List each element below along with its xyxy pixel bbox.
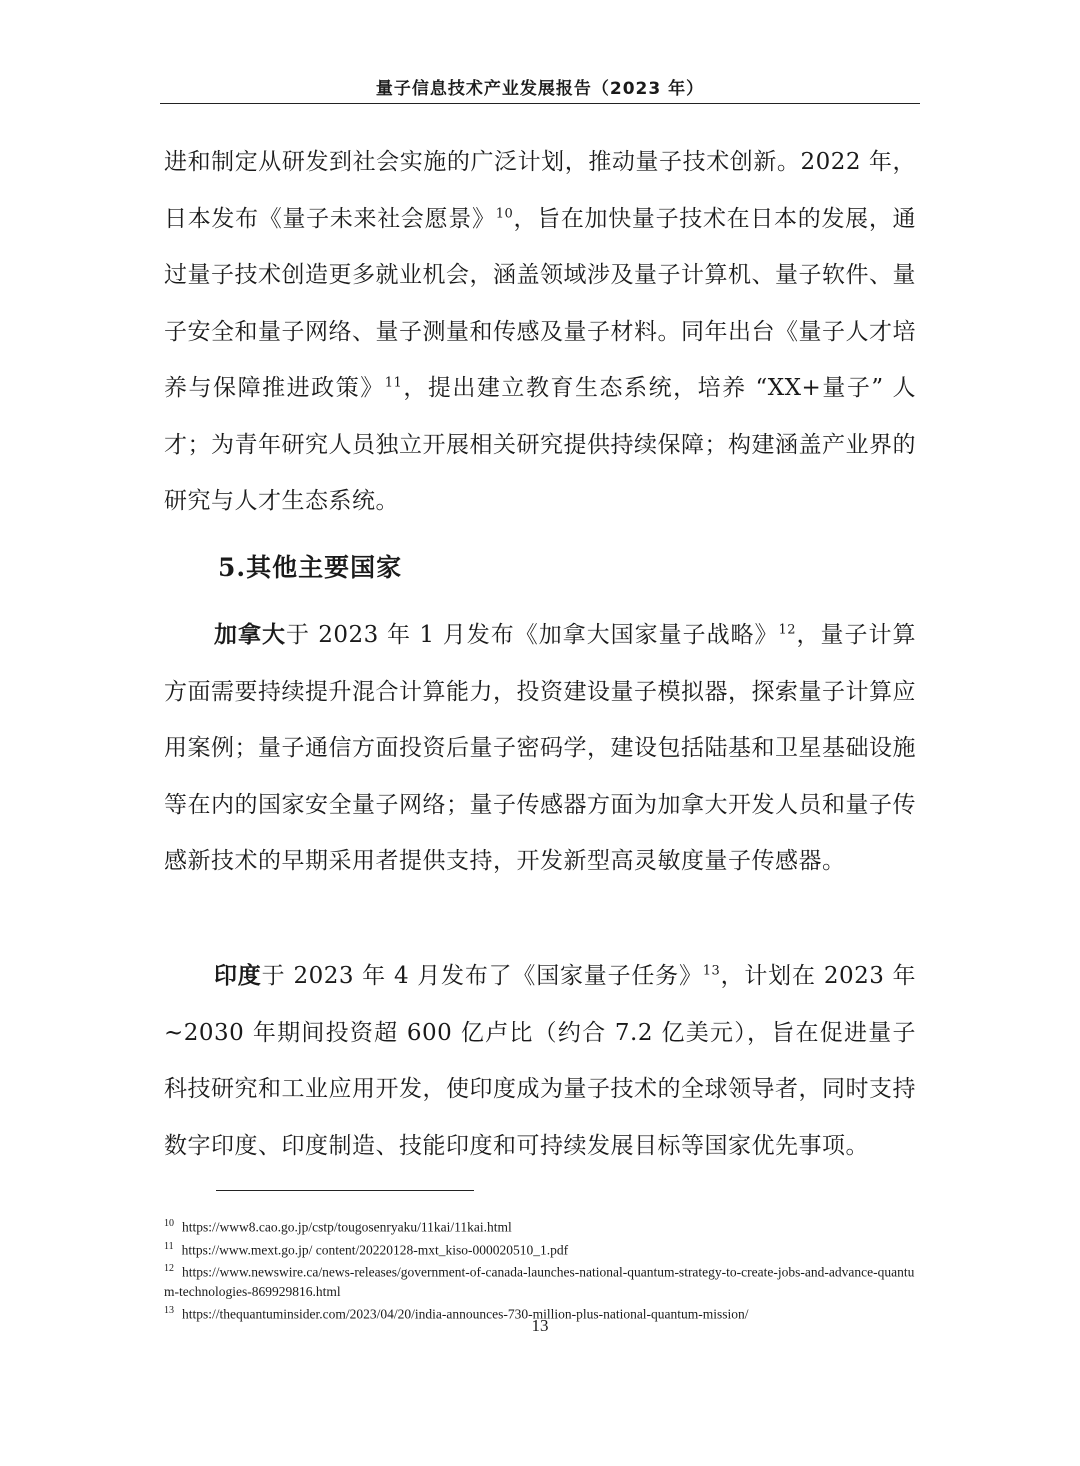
- page-number: 13: [531, 1316, 549, 1335]
- footnote-ref[interactable]: 11: [384, 375, 403, 391]
- footnote-number: 10: [164, 1218, 174, 1229]
- section-heading: 5.其他主要国家: [218, 553, 403, 582]
- footnote-link[interactable]: https://www.mext.go.jp/ content/20220128-mxt_kiso-000020510_1.pdf: [181, 1242, 569, 1257]
- footnote-link[interactable]: https://thequantuminsider.com/2023/04/20/india-announces-730-million-plus-national-quantum-mission/: [182, 1306, 749, 1321]
- footnote-link[interactable]: https://www.newswire.ca/news-releases/government-of-canada-launches-national-quantum-strategy-to-create-jobs-and-advance-quantum-technologies-869929816.html: [164, 1264, 915, 1299]
- country-lead: 印度: [214, 962, 262, 989]
- paragraph-text: ，旨在加快量子技术在日本的发展，通过量子技术创造更多就业机会，涵盖领域涉及量子计算机、量子软件、量子安全和量子网络、量子测量和传感及量子材料。同年出台《量子人才培养与保障推进政策》: [164, 205, 917, 401]
- paragraph-text: 于 2023 年 1 月发布《加拿大国家量子战略》: [285, 622, 779, 648]
- paragraph-text: ，量子计算方面需要持续提升混合计算能力，投资建设量子模拟器，探索量子计算应用案例；量子通信方面投资后量子密码学，建设包括陆基和卫星基础设施等在内的国家安全量子网络；量子传感器方面为加拿大开发人员和量子传感新技术的早期采用者提供支持，开发新型高灵敏度量子传感器。: [164, 622, 916, 874]
- footnote: [164, 1214, 916, 1237]
- paragraph-text: 于 2023 年 4 月发布了《国家量子任务》: [261, 963, 703, 989]
- footnote-link[interactable]: https://www8.cao.go.jp/cstp/tougosenryaku/11kai/11kai.html: [182, 1219, 512, 1235]
- paragraph-canada: [164, 607, 916, 890]
- footnote: [164, 1237, 916, 1260]
- footnote: [164, 1259, 916, 1301]
- paragraph-india: [164, 948, 916, 1174]
- footnote-ref[interactable]: 13: [702, 963, 721, 979]
- footnote-number: 11: [164, 1240, 174, 1252]
- footnote-rule: [216, 1190, 474, 1191]
- header-rule: [160, 103, 920, 104]
- footnote-ref[interactable]: 12: [778, 622, 797, 638]
- paragraph-text: 进和制定从研发到社会实施的广泛计划，推动量子技术创新。2022 年，日本发布《量子未来社会愿景》: [164, 149, 916, 232]
- paragraph-japan: [164, 134, 916, 530]
- running-header: 量子信息技术产业发展报告（2023 年）: [375, 79, 705, 99]
- footnote-number: 12: [164, 1263, 174, 1274]
- footnote-ref[interactable]: 10: [495, 205, 514, 221]
- footnote-number: 13: [164, 1304, 174, 1316]
- paragraph-text: ，提出建立教育生态系统，培养 “XX+量子” 人才；为青年研究人员独立开展相关研究提供持续保障；构建涵盖产业界的研究与人才生态系统。: [164, 375, 916, 514]
- paragraph-text: ，计划在 2023 年~2030 年期间投资超 600 亿卢比（约合 7.2 亿美元），旨在促进量子科技研究和工业应用开发，使印度成为量子技术的全球领导者，同时支持数字印度、印度制造、技能印度和可持续发展目标等国家优先事项。: [164, 963, 917, 1159]
- country-lead: 加拿大: [214, 621, 286, 648]
- footnotes: [164, 1214, 916, 1323]
